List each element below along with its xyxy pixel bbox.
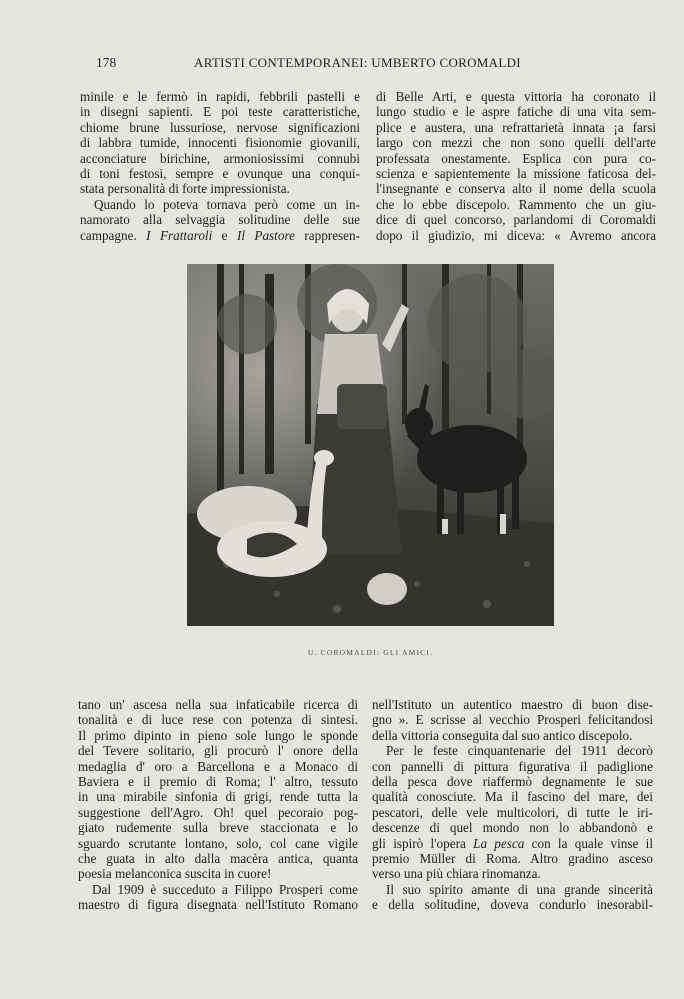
text-line: in una mirabile sinfonia di grigi, rende tutta la [78, 789, 358, 805]
text-line: verso una più chiara rinomanza. [372, 866, 541, 882]
text-line: di toni festosi, sempre e ovunque una conqui- [80, 166, 360, 182]
text-line: acconciature birichine, armoniosissimi connubi [80, 150, 360, 166]
text-line: e della solitudine, doveva condurlo inesorabil- [372, 897, 653, 913]
text-column-bottom-left [78, 697, 358, 913]
artwork-title: Il Pastore [236, 227, 295, 243]
text-column-top-left [80, 89, 360, 243]
text-line: dice di quel concorso, parlandomi di Coromaldi [376, 212, 656, 228]
text-line: che guata in alto dalla macèra antica, quanta [78, 851, 358, 867]
text-line: poesia melanconica suscita in cuore! [78, 866, 272, 882]
text-line: Il suo spirito amante di una grande sincerità [386, 881, 653, 897]
text-line: di Belle Arti, e questa vittoria ha coronato il [376, 89, 656, 104]
text-line: gno ». E scrisse al vecchio Prosperi felicitandosi [372, 712, 653, 728]
text-line: Dal 1909 è succeduto a Filippo Prosperi come [92, 881, 358, 897]
text-line: qualità conosciute. Ma il fascino del mare, dei [372, 789, 653, 805]
text-line: chiome brune lussuriose, nervose significazioni [80, 119, 360, 135]
text-line: Il primo dipinto in pieno sole lungo le sponde [78, 727, 358, 743]
text-line: Baviera e il premio di Roma; l' altro, tessuto [78, 774, 358, 790]
text-line: della pesca dove riaffermò degnamente le sue [372, 774, 653, 790]
text-line: stata personalità di forte impressionista. [80, 181, 290, 197]
text-line: che lo ebbe discepolo. Rammento che un giu- [376, 196, 656, 212]
text-line: dopo il giudizio, mi diceva: « Avremo ancora [376, 227, 656, 243]
artwork-title: La pesca [473, 835, 525, 851]
text-line: nell'Istituto un autentico maestro di buon dise- [372, 697, 653, 712]
page-header [96, 55, 656, 75]
painting-illustration [187, 264, 554, 626]
text-line: descenze di quel mondo non lo abbandonò e [372, 820, 653, 836]
text-line: della vittoria conseguita dal suo antico discepolo. [372, 727, 633, 743]
text-fragment: e [212, 227, 237, 243]
text-line: Quando lo poteva tornava però come un in- [94, 196, 360, 212]
text-line: suggestione dell'Agro. Oh! quel pecoraio pog- [78, 804, 358, 820]
text-line: con pannelli di pittura figurativa il padiglione [372, 758, 653, 774]
text-line: premio Müller di Roma. Altro gradino asceso [372, 851, 653, 867]
text-line: professata onestamente. Esplica con pura co- [376, 150, 656, 166]
text-line: l'insegnante e conserva alto il nome della scuola [376, 181, 656, 197]
text-line: scienza e sapientemente la missione faticosa del- [376, 166, 656, 182]
text-fragment: con la quale vinse il [524, 835, 653, 851]
running-title: ARTISTI CONTEMPORANEI: UMBERTO COROMALDI [194, 55, 521, 70]
text-fragment: rappresen- [294, 227, 361, 243]
text-line: lungo studio e le aspre fatiche di una vita sem- [376, 104, 656, 120]
text-line: di labbra tumide, innocenti fisionomie giovanili, [80, 135, 360, 151]
text-line: sguardo scrutante lontano, solo, col cane vigile [78, 835, 358, 851]
painting-image [187, 264, 554, 626]
text-line [372, 836, 653, 851]
text-line: medaglia d' oro a Barcellona e a Monaco di [78, 758, 358, 774]
text-fragment: gli ispirò l'opera [372, 835, 474, 851]
text-line: Per le feste cinquantenarie del 1911 decorò [386, 743, 653, 759]
text-line: del Tevere solitario, gli procurò l' onore della [78, 743, 358, 759]
text-column-top-right [376, 89, 656, 243]
text-line: tano un' ascesa nella sua infaticabile ricerca di [78, 697, 358, 712]
text-line: plice e austera, una refrattarietà innata ¡a farsi [376, 119, 656, 135]
text-column-bottom-right [372, 697, 653, 913]
text-line: namorato alla selvaggia solitudine delle sue [80, 212, 360, 228]
text-line: pescatori, delle vele multicolori, di tutte le iri- [372, 804, 653, 820]
text-line: minile e le fermò in rapidi, febbrili pastelli e [80, 89, 360, 104]
text-line: giato rudemente sulla breve staccionata e lo [78, 820, 358, 836]
text-line: in disegni sapienti. E poi teste caratteristiche, [80, 104, 360, 120]
text-fragment: campagne. [80, 227, 137, 243]
artwork-title: I Frattaroli [146, 227, 213, 243]
page-number: 178 [96, 55, 117, 70]
figure-caption: U. COROMALDI: GLI AMICI. [307, 648, 434, 657]
text-line: largo con mezzi che non sono quelli dell'arte [376, 135, 656, 151]
text-line: maestro di figura disegnata nell'Istituto Romano [78, 897, 358, 913]
text-line [80, 228, 360, 243]
text-line: tonalità e di luce rese con potenza di sintesi. [78, 712, 358, 728]
